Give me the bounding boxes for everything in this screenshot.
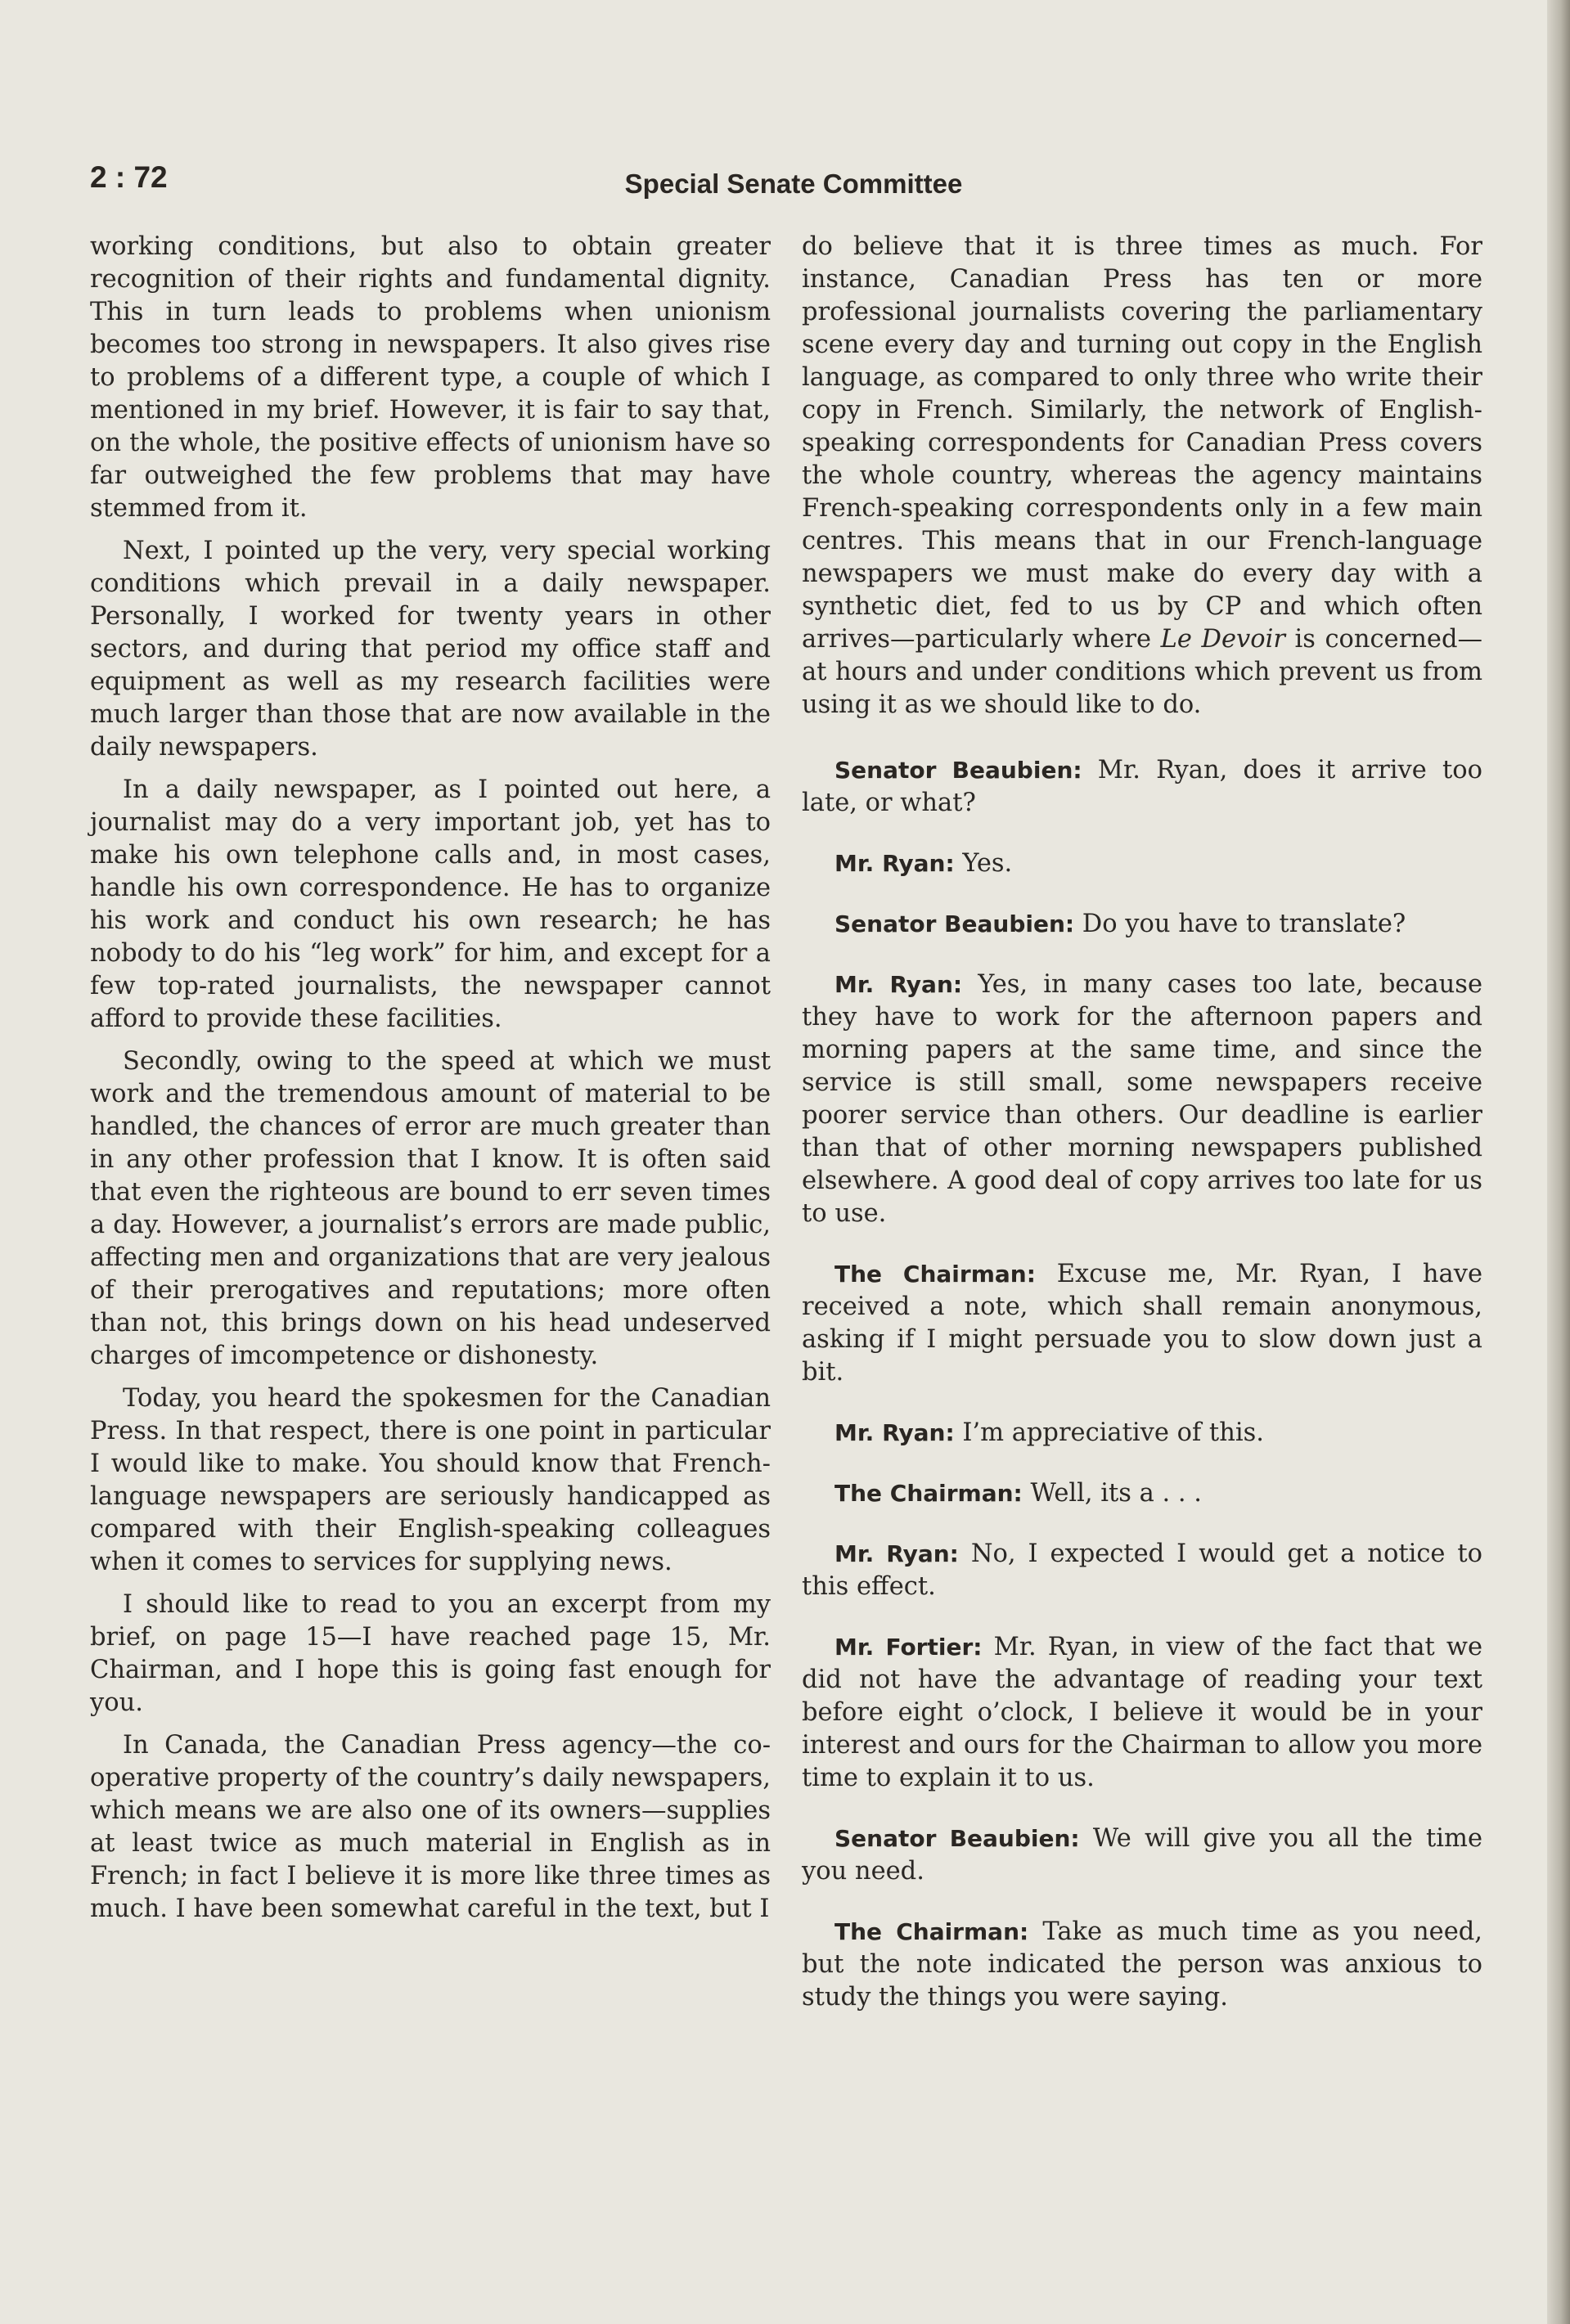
paragraph: Next, I pointed up the very, very special working conditions which prevail in a daily newspaper. Personally, I worked for twenty years in other sectors, and during that period my office staff and equipment as well as my research facilities were much larger than those that are now available in the daily newspapers. bbox=[90, 537, 771, 762]
left-column bbox=[90, 231, 771, 1935]
dialogue-text: Well, its a . . . bbox=[1030, 1479, 1202, 1508]
page-number: 2 : 72 bbox=[90, 160, 168, 194]
speaker-name: Senator Beaubien: bbox=[834, 1825, 1080, 1852]
paragraph: Secondly, owing to the speed at which we must work and the tremendous amount of material to be handled, the chances of error are much greater than in any other profession that I know. It is often said that even the righteous are bound to err seven times a day. However, a journalist’s errors are made public, affecting men and organizations that are very jealous of their prerogatives and reputations; more often than not, this brings down on his head undeserved charges of imcompetence or dishonesty. bbox=[90, 1047, 771, 1370]
dialogue-text: We will give you all the time you need. bbox=[802, 1824, 1482, 1886]
speaker-name: Mr. Ryan: bbox=[834, 1540, 959, 1567]
dialogue-text: Mr. Ryan, in view of the fact that we did not have the advantage of reading your text before eight o’clock, I believe it would be in your interest and ours for the Chairman to allow you more time to explain it to us. bbox=[802, 1633, 1482, 1792]
dialogue-entry bbox=[802, 847, 1482, 880]
right-column bbox=[802, 231, 1482, 2042]
dialogue-entry bbox=[802, 1916, 1482, 2014]
dialogue-entry bbox=[802, 969, 1482, 1230]
continuation-text-b: is concerned—at hours and under conditions which prevent us from using it as we should like to do. bbox=[802, 625, 1482, 719]
paragraph: In a daily newspaper, as I pointed out here, a journalist may do a very important job, yet has to make his own telephone calls and, in most cases, handle his own correspondence. He has to organize his work and conduct his own research; he has nobody to do his “leg work” for him, and except for a few top-rated journalists, the newspaper cannot afford to provide these facilities. bbox=[90, 775, 771, 1033]
dialogue-text: Yes. bbox=[962, 849, 1013, 878]
paragraph: Today, you heard the spokesmen for the Canadian Press. In that respect, there is one point in particular I would like to make. You should know that French-language newspapers are seriously handicapped as compared with their English-speaking colleagues when it comes to services for supplying news. bbox=[90, 1384, 771, 1576]
running-title: Special Senate Committee bbox=[624, 169, 963, 199]
dialogue-entry bbox=[802, 908, 1482, 941]
speaker-name: Mr. Fortier: bbox=[834, 1634, 983, 1661]
dialogue-entry bbox=[802, 1258, 1482, 1389]
dialogue-entry bbox=[802, 1417, 1482, 1450]
paragraph-continuation bbox=[802, 231, 1482, 721]
continuation-text-a: do believe that it is three times as much. For instance, Canadian Press has ten or more professional journalists covering the parliamentary scene every day and turning out copy in the English language, as compared to only three who write their copy in French. Similarly, the network of English-speaking correspondents for Canadian Press covers the whole country, whereas the agency maintains French-speaking correspondents only in a few main centres. This means that in our French-language newspapers we must make do every day with a synthetic diet, fed to us by CP and which often arrives—particularly where bbox=[802, 232, 1482, 654]
speaker-name: Mr. Ryan: bbox=[834, 1419, 955, 1446]
dialogue-text: Take as much time as you need, but the note indicated the person was anxious to study the things you were saying. bbox=[802, 1917, 1482, 2012]
dialogue-entry bbox=[802, 1538, 1482, 1603]
dialogue-entry bbox=[802, 754, 1482, 820]
speaker-name: Mr. Ryan: bbox=[834, 971, 963, 998]
dialogue-entry bbox=[802, 1477, 1482, 1510]
page-edge-shadow bbox=[1547, 0, 1570, 2324]
dialogue-text: I’m appreciative of this. bbox=[962, 1418, 1264, 1447]
paragraph: working conditions, but also to obtain greater recognition of their rights and fundamental dignity. This in turn leads to problems when unionism becomes too strong in newspapers. It also gives rise to problems of a different type, a couple of which I mentioned in my brief. However, it is fair to say that, on the whole, the positive effects of unionism have so far outweighed the few problems that may have stemmed from it. bbox=[90, 232, 771, 523]
dialogue-entry bbox=[802, 1631, 1482, 1795]
newspaper-name: Le Devoir bbox=[1160, 625, 1285, 654]
page-header bbox=[90, 155, 1481, 205]
dialogue-entry bbox=[802, 1823, 1482, 1888]
dialogue-text: No, I expected I would get a notice to this effect. bbox=[802, 1540, 1483, 1601]
dialogue-text: Do you have to translate? bbox=[1082, 910, 1406, 938]
dialogue-text: Mr. Ryan, does it arrive too late, or what? bbox=[802, 756, 1482, 817]
speaker-name: Senator Beaubien: bbox=[834, 757, 1082, 784]
paragraph: I should like to read to you an excerpt from my brief, on page 15—I have reached page 15, Mr. Chairman, and I hope this is going fast enough for you. bbox=[90, 1590, 771, 1717]
dialogue-text: Excuse me, Mr. Ryan, I have received a note, which shall remain anonymous, asking if I might persuade you to slow down just a bit. bbox=[802, 1260, 1482, 1387]
speaker-name: The Chairman: bbox=[834, 1261, 1036, 1288]
speaker-name: Senator Beaubien: bbox=[834, 910, 1075, 937]
speaker-name: Mr. Ryan: bbox=[834, 850, 955, 877]
speaker-name: The Chairman: bbox=[834, 1480, 1023, 1507]
speaker-name: The Chairman: bbox=[834, 1918, 1029, 1945]
paragraph: In Canada, the Canadian Press agency—the co-operative property of the country’s daily newspapers, which means we are also one of its owners—supplies at least twice as much material in English as in French; in fact I believe it is more like three times as much. I have been somewhat careful in the text, but I bbox=[90, 1731, 771, 1923]
dialogue-text: Yes, in many cases too late, because they have to work for the afternoon papers and morning papers at the same time, and since the service is still small, some newspapers receive poorer service than others. Our deadline is earlier than that of other morning newspapers published elsewhere. A good deal of copy arrives too late for us to use. bbox=[802, 970, 1483, 1228]
